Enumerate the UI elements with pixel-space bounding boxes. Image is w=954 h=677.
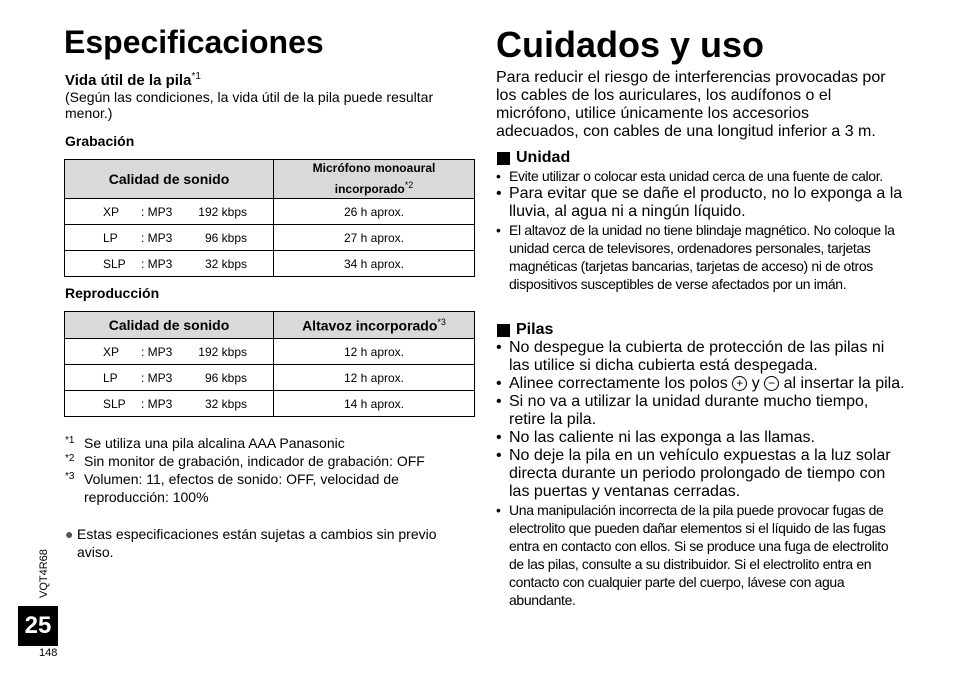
col-mic-header: Micrófono monoaural incorporado$^{*2}$ (274, 160, 475, 199)
table-row: SLP : MP3 32 kbps 34 h aprox. (65, 251, 475, 277)
intro-paragraph: Para reducir el riesgo de interferencias provocadas por los cables de los auriculares, los audífonos o el micrófono, utilice únicamente los accesorios adecuados, con cables de una longitud inferior a 3 m. (496, 69, 886, 140)
plus-pole-icon: + (732, 376, 747, 391)
model-code: VQT4R68 (38, 549, 50, 598)
table-row: SLP : MP3 32 kbps 14 h aprox. (65, 391, 475, 417)
recording-table (64, 159, 475, 277)
footnote-mark: *1 (191, 71, 201, 82)
recording-label: Grabación (65, 133, 135, 149)
playback-label: Reproducción (65, 285, 160, 301)
battery-life-note: (Según las condiciones, la vida útil de la pila puede resultar menor.) (65, 89, 434, 121)
battery-life-heading: Vida útil de la pila$^{*1}$ (65, 71, 201, 89)
page-index: 148 (39, 647, 58, 659)
list-item: • Evite utilizar o colocar esta unidad cerca de una fuente de calor. (496, 168, 883, 184)
table-row: LP : MP3 96 kbps 27 h aprox. (65, 225, 475, 251)
footnote: *2 Sin monitor de grabación, indicador de grabación: OFF (65, 453, 425, 469)
playback-table (64, 311, 475, 417)
list-item: • No deje la pila en un vehículo expuestas a la luz solar directa durante un periodo prolongado de tiempo con las puertas y ventanas cerradas. (496, 447, 891, 500)
list-item: • Alinee correctamente los polos + y − al insertar la pila. (496, 375, 905, 392)
list-item: • Una manipulación incorrecta de la pila puede provocar fugas de electrolito que pueden dañar elementos si el líquido de las fugas entra en contacto con ellos. Si se produce una fuga de electrolito de las pilas, consulte a su distribuidor. Si el electrolito entra en contacto con cualquier parte del cuerpo, lávese con agua abundante. (496, 502, 889, 608)
table-row: XP : MP3 192 kbps 26 h aprox. (65, 199, 475, 225)
battery-list (496, 339, 906, 609)
col-speaker-header: Altavoz incorporado$^{*3}$ (274, 312, 475, 339)
page-title-specifications: Especificaciones (64, 24, 324, 60)
minus-pole-icon: − (764, 376, 779, 391)
footnote: *1 Se utiliza una pila alcalina AAA Panasonic (65, 435, 345, 451)
list-item: • Si no va a utilizar la unidad durante mucho tiempo, retire la pila. (496, 393, 869, 428)
page-title-care: Cuidados y uso (496, 24, 765, 65)
col-quality-header: Calidad de sonido (65, 312, 274, 339)
spec-change-note: ● Estas especificaciones están sujetas a cambios sin previo aviso. (65, 526, 437, 560)
list-item: • No despegue la cubierta de protección de las pilas ni las utilice si dicha cubierta está despegada. (496, 339, 885, 374)
table-row: XP : MP3 192 kbps 12 h aprox. (65, 339, 475, 365)
battery-heading: Pilas (497, 321, 553, 339)
unit-heading: Unidad (497, 149, 570, 167)
list-item: • No las caliente ni las exponga a las llamas. (496, 429, 815, 446)
col-quality-header: Calidad de sonido (65, 160, 274, 199)
square-bullet-icon (497, 152, 510, 165)
table-row: LP : MP3 96 kbps 12 h aprox. (65, 365, 475, 391)
list-item: • Para evitar que se dañe el producto, no lo exponga a la lluvia, al agua ni a ningún líquido. (496, 185, 903, 220)
list-item: • El altavoz de la unidad no tiene blindaje magnético. No coloque la unidad cerca de televisores, ordenadores personales, tarjetas magnéticas (tarjetas bancarias, tarjetas de acceso) ni de otros dispositivos susceptibles de verse afectados por un imán. (496, 222, 895, 292)
bullet-icon: ● (65, 526, 74, 542)
footnote: *3 Volumen: 11, efectos de sonido: OFF, velocidad de reproducción: 100% (65, 471, 399, 505)
footnotes (65, 434, 485, 506)
square-bullet-icon (497, 324, 510, 337)
unit-list (496, 167, 906, 293)
page-number: 25 (18, 606, 58, 646)
